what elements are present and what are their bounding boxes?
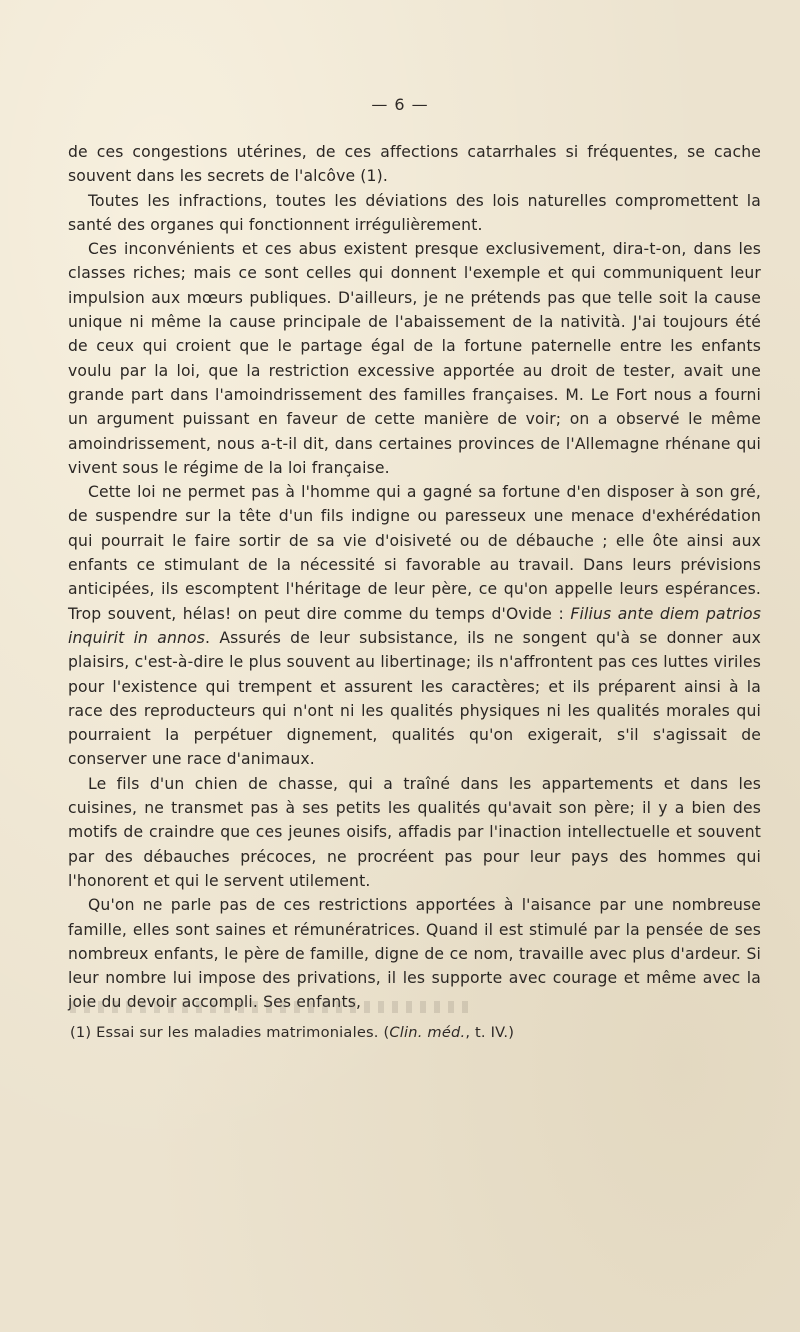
paragraph-5: Le fils d'un chien de chasse, qui a traîné dans les appartements et dans les cuisines, ne transmet pas à ses petits les qualités qu'avait son père; il y a bien des motifs de craindre que ces jeunes oisifs, affadis par l'inaction intellectuelle et souvent par des débauches précoces, ne procréent pas pour leur pays des hommes qui l'honorent et qui le servent utilement. xyxy=(68,774,761,890)
paragraph-4 xyxy=(68,480,761,772)
footnote-volume: , t. IV.) xyxy=(465,1024,515,1041)
show-through-ink xyxy=(70,1001,470,1013)
footnote-citation: Clin. méd. xyxy=(389,1024,466,1041)
paragraph-4-part-1: Cette loi ne permet pas à l'homme qui a gagné sa fortune d'en disposer à son gré, de suspendre sur la tête d'un fils indigne ou paresseux une menace d'exhérédation qui pourrait le faire sortir de sa vie d'oisiveté ou de débauche ; elle ôte ainsi aux enfants ce stimulant de la nécessité si favorable au travail. Dans leurs prévisions anticipées, ils escomptent l'héritage de leur père, ce qu'on appelle leurs espérances. Trop souvent, hélas! on peut dire comme du temps d'Ovide : xyxy=(68,483,761,623)
footnote xyxy=(70,1023,760,1043)
paragraph-6: Qu'on ne parle pas de ces restrictions apportées à l'aisance par une nombreuse famille, elles sont saines et rémunératrices. Quand il est stimulé par la pensée de ses nombreux enfants, le père de famille, digne de ce nom, travaille avec plus d'ardeur. Si leur nombre lui impose des privations, il les supporte avec courage et même avec la joie du devoir accompli. Ses enfants, xyxy=(68,896,761,1012)
paragraph-3: Ces inconvénients et ces abus existent presque exclusivement, dira-t-on, dans les classes riches; mais ce sont celles qui donnent l'exemple et qui communiquent leur impulsion aux mœurs publiques. D'ailleurs, je ne prétends pas que telle soit la cause unique ni même la cause principale de l'abaissement de la natività. J'ai toujours été de ceux qui croient que le partage égal de la fortune paternelle entre les enfants voulu par la loi, que la restriction excessive apportée au droit de tester, avait une grande part dans l'amoindrissement des familles françaises. M. Le Fort nous a fourni un argument puissant en faveur de cette manière de voir; on a observé le même amoindrissement, nous a-t-il dit, dans certaines provinces de l'Allemagne rhénane qui vivent sous le régime de la loi française. xyxy=(68,240,761,477)
ovid-quotation: Filius ante diem patrios inquirit in annos xyxy=(68,604,761,647)
footnote-text: (1) Essai sur les maladies matrimoniales. ( xyxy=(70,1024,390,1041)
page-number: — 6 — xyxy=(371,95,429,114)
paragraph-2: Toutes les infractions, toutes les déviations des lois naturelles compromettent la santé des organes qui fonctionnent irrégulièrement. xyxy=(68,191,761,234)
body-text xyxy=(68,140,761,1015)
paragraph-1: de ces congestions utérines, de ces affections catarrhales si fréquentes, se cache souvent dans les secrets de l'alcôve (1). xyxy=(68,143,761,186)
paragraph-4-part-2: . Assurés de leur subsistance, ils ne songent qu'à se donner aux plaisirs, c'est-à-dire le plus souvent au libertinage; ils n'affrontent pas ces luttes viriles pour l'existence qui trempent et assurent les caractères; et ils préparent ainsi à la race des reproducteurs qui n'ont ni les qualités physiques ni les qualités morales qui pourraient la perpétuer dignement, qualités qu'on exigerait, s'il s'agissait de conserver une race d'animaux. xyxy=(68,628,761,769)
